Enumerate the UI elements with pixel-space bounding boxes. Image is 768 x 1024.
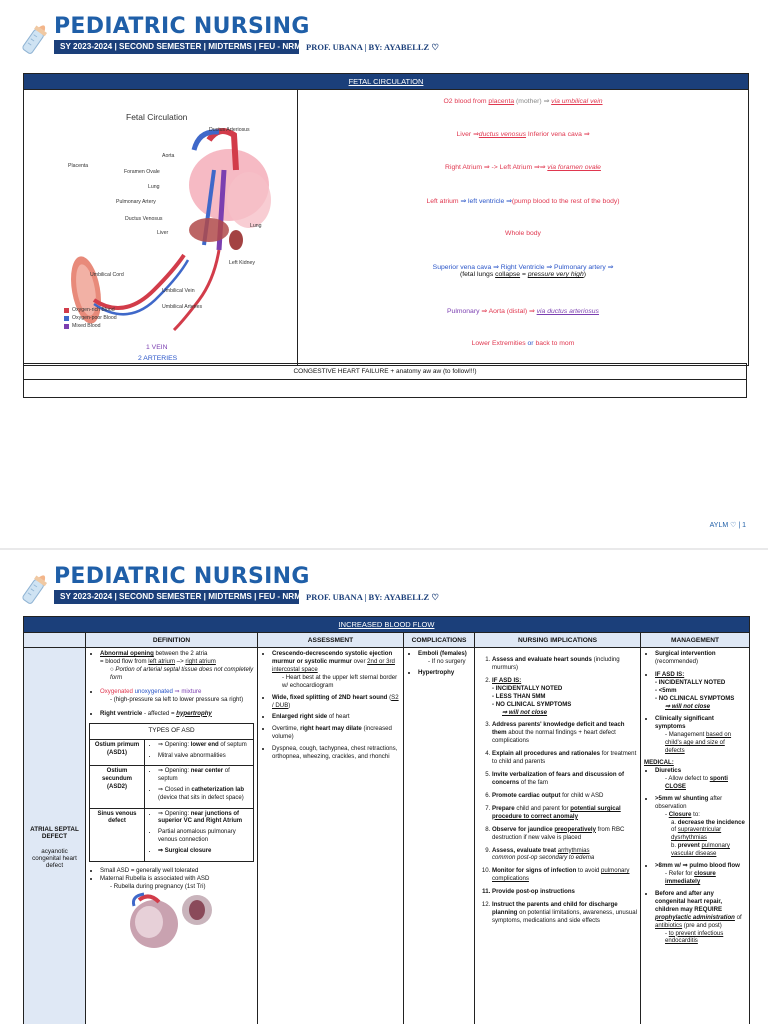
flow-step-8: Lower Extremities or back to mom xyxy=(471,340,575,347)
professor-credit: PROF. UBANA | BY: AYABELLZ ♡ xyxy=(306,42,439,52)
asd-heart-illustration xyxy=(109,892,219,950)
flow-step-6: Superior vena cava ⇒ Right Ventricle ⇒ Pulmonary artery ⇒ (fetal lungs collapse = pressure very high) xyxy=(432,264,614,278)
semester-bar: SY 2023-2024 | SECOND SEMESTER | MIDTERMS | FEU - NRMF xyxy=(54,590,299,604)
col-head-blank xyxy=(24,633,86,648)
diagram-title: Fetal Circulation xyxy=(126,112,188,122)
col-head-nursing: NURSING IMPLICATIONS xyxy=(475,633,641,648)
arteries-count: 2 ARTERIES xyxy=(138,355,178,362)
flow-step-7: Pulmonary ⇒ Aorta (distal) ⇒ via ductus arteriosus xyxy=(447,308,599,315)
page-footer: AYLM ♡ | 1 xyxy=(709,522,746,529)
definition-cell: • Abnormal opening between the 2 atria = blood flow from left atrium –> right atrium ○ Portion of arterial septal tissue does not completely form • Oxygenated unoxygenated ⇒ mixture - (high-pressure sa left to lower pressure sa right) • Right ventricle - affected = hypertrophy TYPES OF ASD Ostium primum (ASD1) • ⇒ Opening: lower end of septum • Mitral valve abnormalities Ostium secundum (ASD2) • ⇒ Opening: near center of septum • ⇒ Closed in catheterization lab (device that sits in defect space) Sinus venous defect • ⇒ Opening: near junctions of superior VC and Right Atrium • Partial anomalous pulmonary venous connection • ⇒ Surgical closure • Small ASD = generally well tolerated • Maternal Rubella is associated with ASD - Rubella during pregnancy (1st Tri) xyxy=(86,648,258,1024)
types-of-asd-heading: TYPES OF ASD xyxy=(90,724,254,739)
asd-type-2-details: • ⇒ Opening: near center of septum • ⇒ Closed in catheterization lab (device that sits in defect space) xyxy=(145,766,254,808)
flow-step-1: O2 blood from placenta (mother) ⇒ via umbilical vein xyxy=(443,98,603,105)
col-head-assessment: ASSESSMENT xyxy=(258,633,404,648)
semester-bar: SY 2023-2024 | SECOND SEMESTER | MIDTERMS | FEU - NRMF xyxy=(54,40,299,54)
professor-credit: PROF. UBANA | BY: AYABELLZ ♡ xyxy=(306,592,439,602)
chf-table xyxy=(23,363,747,398)
label-foramen-ovale: Foramen Ovale xyxy=(124,169,160,175)
complications-cell: • Emboli (females) - If no surgery • Hypertrophy xyxy=(404,648,475,1024)
flow-step-2: Liver ⇒ductus venosus Inferior vena cava ⇒ xyxy=(456,131,590,138)
vein-count: 1 VEIN xyxy=(146,344,168,351)
col-head-complications: COMPLICATIONS xyxy=(404,633,475,648)
asd-type-3-details: • ⇒ Opening: near junctions of superior VC and Right Atrium • Partial anomalous pulmonary venous connection • ⇒ Surgical closure xyxy=(145,808,254,861)
chf-heading: CONGESTIVE HEART FAILURE + anatomy aw aw (to follow!!!) xyxy=(24,364,747,380)
document-title: PEDIATRIC NURSING xyxy=(54,564,310,589)
baby-bottle-icon xyxy=(18,566,52,610)
types-of-asd-table xyxy=(89,723,254,861)
increased-blood-flow-banner: INCREASED BLOOD FLOW xyxy=(24,617,750,633)
label-ductus-arteriosus: Ductus Arteriosus xyxy=(209,127,250,133)
increased-blood-flow-table xyxy=(23,616,750,1024)
asd-type-2-name: Ostium secundum (ASD2) xyxy=(90,766,145,808)
label-umbilical-arteries: Umbilical Arteries xyxy=(162,304,203,310)
fetal-flow-cell xyxy=(298,90,749,366)
label-umbilical-cord: Umbilical Cord xyxy=(90,272,124,278)
management-cell: • Surgical intervention (recommended) • IF ASD IS: - INCIDENTALLY NOTED - <5mm - NO CLINICAL SYMPTOMS ⇒ will not close • Clinically significant symptoms - Management based on child's age and size of defects MEDICAL: • Diuretics - Allow defect to sponti CLOSE • >5mm w/ shunting after observation - Closure to: a. decrease the incidence of supraventricular dysrhythmias b. prevent pulmonary vascular disease • >8mm w/ ⇒ pulmo blood flow - Refer for closure immediately • Before and after any congenital heart repair, children may REQUIRE prophylactic administration of antibiotics (pre and post) - to prevent infectious endocarditis xyxy=(641,648,750,1024)
fetal-circulation-banner: FETAL CIRCULATION xyxy=(24,74,749,90)
label-left-kidney: Left Kidney xyxy=(229,260,255,266)
label-liver: Liver xyxy=(157,230,169,236)
page-header-2 xyxy=(18,564,758,610)
fetal-flow-steps xyxy=(298,90,748,365)
fetal-circulation-diagram xyxy=(24,90,297,365)
label-lung-right: Lung xyxy=(250,223,262,229)
row-label-asd xyxy=(24,648,86,1024)
col-head-management: MANAGEMENT xyxy=(641,633,750,648)
legend-oxygen-poor: Oxygen-poor Blood xyxy=(72,315,117,321)
medical-heading: MEDICAL: xyxy=(644,759,674,767)
page-2 xyxy=(0,550,768,1024)
flow-step-4: Left atrium ⇒ left ventricle ⇒(pump blood to the rest of the body) xyxy=(426,198,620,205)
row-label-title: ATRIAL SEPTAL DEFECT xyxy=(30,826,79,840)
asd-type-3-name: Sinus venous defect xyxy=(90,808,145,861)
nursing-implications-cell: 1. Assess and evaluate heart sounds (including murmurs) 2. IF ASD IS: - INCIDENTALLY NOTED - LESS THAN 5MM - NO CLINICAL SYMPTOMS ⇒ will not close 3. Address parents' knowledge deficit and teach them about the normal findings + heart defect complications 4. Explain all procedures and rationales for treatment to child and parents 5. Invite verbalization of fears and discussion of concerns of the fam 6. Promote cardiac output for child w ASD 7. Prepare child and parent for potential surgical procedure to correct anomaly 8. Observe for jaundice preoperatively from RBC destruction if new valve is placed 9. Assess, evaluate treat arrhythmias common post-op secondary to edema 10. Monitor for signs of infection to avoid pulmonary complications 11. Provide post-op instructions 12. Instruct the parents and child for discharge planning on potential limitations, awareness, unusual symptoms, medications and side effects xyxy=(475,648,641,1024)
baby-bottle-icon xyxy=(18,16,52,60)
fetal-circulation-table xyxy=(23,73,749,366)
row-label-subtitle: acyanotic congenital heart defect xyxy=(32,848,77,869)
asd-type-1-name: Ostium primum (ASD1) xyxy=(90,739,145,766)
label-pulmonary-artery: Pulmonary Artery xyxy=(116,199,156,205)
label-umbilical-vein: Umbilical Vein xyxy=(162,288,195,294)
col-head-definition: DEFINITION xyxy=(86,633,258,648)
fetal-diagram-cell xyxy=(24,90,298,366)
label-placenta: Placenta xyxy=(68,163,89,169)
legend-mixed: Mixed Blood xyxy=(72,323,101,329)
page-header xyxy=(18,14,758,60)
asd-type-1-details: • ⇒ Opening: lower end of septum • Mitral valve abnormalities xyxy=(145,739,254,766)
assessment-cell: • Crescendo-decrescendo systolic ejection murmur or systolic murmur over 2nd or 3rd intercostal space - Heart best at the upper left sternal border w/ echocardiogram • Wide, fixed splitting of 2ND heart sound (S2 / DUB) • Enlarged right side of heart • Overtime, right heart may dilate (increased volume) • Dyspnea, cough, tachypnea, chest retractions, orthopnea, wheezing, crackles, and rhonchi xyxy=(258,648,404,1024)
label-aorta: Aorta xyxy=(162,153,175,159)
label-lung-left: Lung xyxy=(148,184,160,190)
document-title: PEDIATRIC NURSING xyxy=(54,14,310,39)
flow-step-3: Right Atrium ⇒ -> Left Atrium ⇒⇒ via foramen ovale xyxy=(445,164,601,171)
legend-oxygen-rich: Oxygen-rich Blood xyxy=(72,307,115,313)
chf-empty-row xyxy=(24,380,747,398)
flow-step-5: Whole body xyxy=(505,230,541,237)
label-ductus-venosus: Ductus Venosus xyxy=(125,216,163,222)
